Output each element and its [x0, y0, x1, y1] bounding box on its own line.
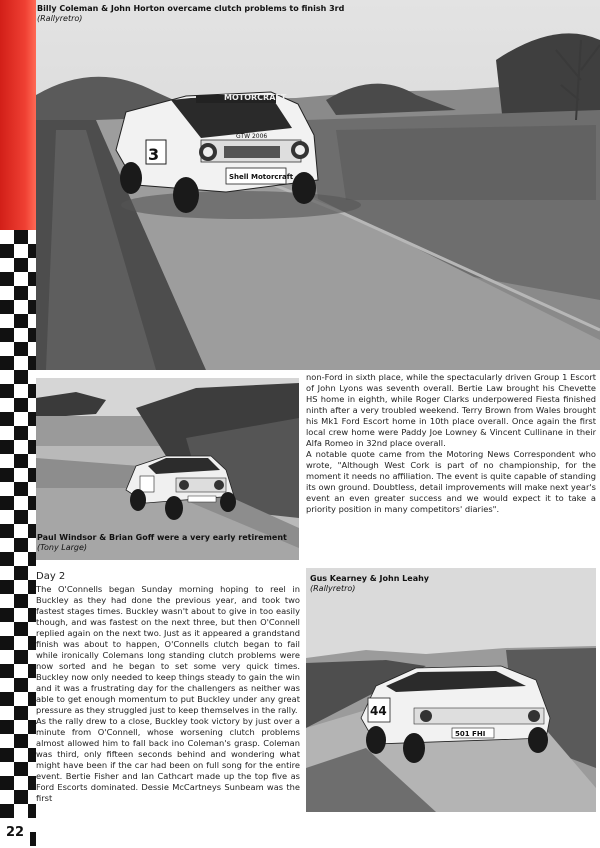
- photo1-credit: (Rallyretro): [37, 14, 83, 23]
- sponsor-shell-label: Shell Motorcraft: [229, 173, 294, 181]
- car-number-3: 3: [148, 145, 160, 164]
- car-plate-label: GTW 2006: [236, 133, 268, 140]
- red-edge-band: [0, 0, 36, 255]
- page-number: 22: [0, 818, 30, 848]
- article-paragraph: The O'Connells began Sunday morning hoping to reel in Buckley as they had done the previous year, and took two fastest stages times. Buckley wasn't about to give in too easily though, and was fastest on the next three, but then O'Connell replied again on the next two. Just as it appeared a grandstand finish was about to happen, O'Connells clutch began to fail while ironically Colemans long standing clutch problems were now sorted and he began to set some very quick times. Buckley now only needed to keep things steady to gain the win and it was a frustrating day for the challengers as neither was able to get enough momentum to put Buckley under any great pressure as they struggled just to keep themselves in the rally.: [36, 584, 300, 715]
- car-number-44: 44: [370, 704, 387, 718]
- article-column-top: [306, 372, 596, 515]
- day-heading: Day 2: [36, 571, 66, 582]
- photo-kearney-leahy: [306, 568, 596, 812]
- photo3-caption: [310, 574, 590, 594]
- sponsor-motorcraft-label: MOTORCRAFT: [224, 93, 287, 102]
- photo3-title: Gus Kearney & John Leahy: [310, 574, 429, 583]
- photo-rally-car-road: [36, 0, 600, 370]
- photo-talbot-sunbeam: [306, 568, 596, 812]
- article-paragraph: non-Ford in sixth place, while the spectacularly driven Group 1 Escort of John Lyons was seventh overall. Bertie Law brought his Chevette HS home in eighth, while Roger Clarks underpowered Fiesta finished ninth after a very troubled weekend. Terry Brown from Wales brought his Mk1 Ford Escort home in 10th place overall. Once again the first local crew home were Paddy Joe Lowney & Vincent Cullinane in their Alfa Romeo in 32nd place overall.: [306, 372, 596, 448]
- photo2-caption: [37, 533, 299, 553]
- article-column-bottom: [36, 570, 300, 804]
- car-plate-label: 501 FHI: [455, 730, 486, 738]
- article-paragraph: As the rally drew to a close, Buckley took victory by just over a minute from O'Connell, whose worsening clutch problems almost allowed him to fall back ino Coleman's grasp. Coleman was third, only fifteen seconds behind and wondering what might have been if the car had been on full song for the entire event. Bertie Fisher and Ian Cathcart made up the top five as Ford Escorts dominated. Dessie McCartneys Sunbeam was the first: [36, 716, 300, 803]
- checkered-flag-band: [0, 230, 36, 848]
- page-edge-decoration: [0, 0, 36, 848]
- photo2-title: Paul Windsor & Brian Goff were a very early retirement: [37, 533, 287, 542]
- photo2-credit: (Tony Large): [37, 543, 88, 552]
- article-paragraph-quote: A notable quote came from the Motoring News Correspondent who wrote, "Although West Cork is part of no championship, for the moment it needs no affiliation. The event is quite capable of standing its own ground. Doubtless, detail improvements will make next year's event an even greater success and we would expect it to take a priority position in many competitors' diaries".: [306, 449, 596, 514]
- photo1-title: Billy Coleman & John Horton overcame clutch problems to finish 3rd: [37, 4, 345, 13]
- photo1-caption: [37, 4, 457, 24]
- photo-coleman-horton: [36, 0, 600, 370]
- photo3-credit: (Rallyretro): [310, 584, 356, 593]
